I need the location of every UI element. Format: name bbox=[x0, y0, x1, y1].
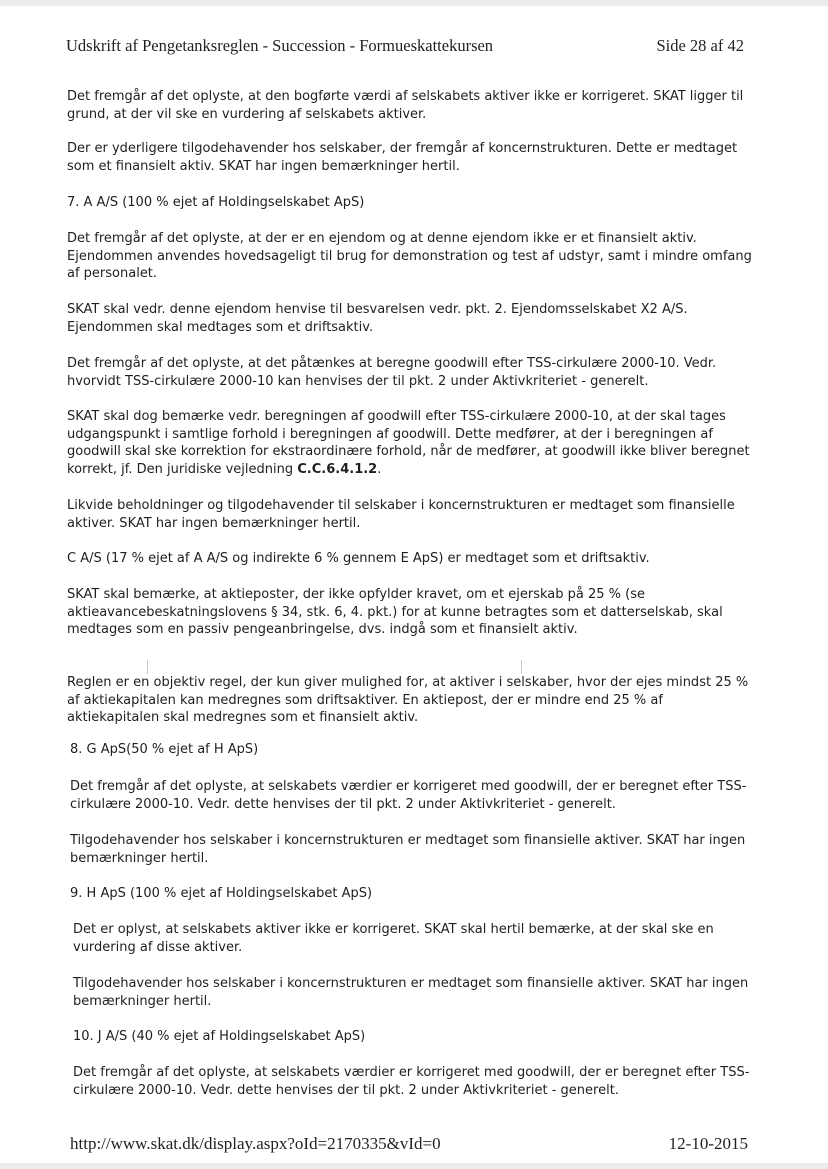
print-date: 12-10-2015 bbox=[668, 1134, 748, 1153]
section-heading: 10. J A/S (40 % ejet af Holdingselskabet ApS) bbox=[73, 1029, 366, 1044]
paragraph: Det er oplyst, at selskabets aktiver ikke er korrigeret. SKAT skal hertil bemærke, at der skal ske en vurdering af disse aktiver. bbox=[73, 922, 714, 955]
paragraph bbox=[67, 408, 757, 478]
section-heading: 9. H ApS (100 % ejet af Holdingselskabet ApS) bbox=[70, 886, 373, 901]
paragraph: Det fremgår af det oplyste, at der er en ejendom og at denne ejendom ikke er et finansielt aktiv. Ejendommen anvendes hovedsageligt til brug for demonstration og test af udstyr, samt i mindre omfang af personalet. bbox=[67, 231, 752, 282]
paragraph: C A/S (17 % ejet af A A/S og indirekte 6 % gennem E ApS) er medtaget som et driftsaktiv. bbox=[67, 551, 650, 566]
paragraph: Der er yderligere tilgodehavender hos selskaber, der fremgår af koncernstrukturen. Dette er medtaget som et finansielt aktiv. SKAT har ingen bemærkninger hertil. bbox=[67, 141, 738, 174]
paragraph: Det fremgår af det oplyste, at selskabets værdier er korrigeret med goodwill, der er beregnet efter TSS-cirkulære 2000-10. Vedr. dette henvises der til pkt. 2 under Aktivkriteriet - generelt. bbox=[73, 1065, 750, 1098]
reference-suffix: . bbox=[377, 461, 382, 477]
paragraph: Det fremgår af det oplyste, at selskabets værdier er korrigeret med goodwill, der er beregnet efter TSS-cirkulære 2000-10. Vedr. dette henvises der til pkt. 2 under Aktivkriteriet - generelt. bbox=[70, 779, 747, 812]
paragraph: Likvide beholdninger og tilgodehavender til selskaber i koncernstrukturen er medtaget som finansielle aktiver. SKAT har ingen bemærkninger hertil. bbox=[67, 498, 735, 531]
paragraph: Det fremgår af det oplyste, at den bogførte værdi af selskabets aktiver ikke er korrigeret. SKAT ligger til grund, at der vil ske en vurdering af selskabets aktiver. bbox=[67, 89, 744, 122]
paragraph: Det fremgår af det oplyste, at det påtænkes at beregne goodwill efter TSS-cirkulære 2000-10. Vedr. hvorvidt TSS-cirkulære 2000-10 kan henvises der til pkt. 2 under Aktivkriteriet - generelt. bbox=[67, 356, 717, 389]
legal-reference: C.C.6.4.1.2 bbox=[297, 461, 378, 477]
document-title: Udskrift af Pengetanksreglen - Succession - Formueskattekursen bbox=[66, 36, 494, 55]
paragraph: Tilgodehavender hos selskaber i koncernstrukturen er medtaget som finansielle aktiver. SKAT har ingen bemærkninger hertil. bbox=[70, 833, 746, 866]
section-heading: 7. A A/S (100 % ejet af Holdingselskabet ApS) bbox=[67, 195, 365, 210]
page-edge-bottom bbox=[0, 1163, 828, 1169]
paragraph: SKAT skal vedr. denne ejendom henvise til besvarelsen vedr. pkt. 2. Ejendomsselskabet X2 A/S. Ejendommen skal medtages som et driftsaktiv. bbox=[67, 302, 688, 335]
source-url: http://www.skat.dk/display.aspx?oId=2170335&vId=0 bbox=[70, 1134, 441, 1153]
section-heading: 8. G ApS(50 % ejet af H ApS) bbox=[70, 742, 259, 757]
page-number: Side 28 af 42 bbox=[656, 36, 744, 55]
paragraph-text: SKAT skal dog bemærke vedr. beregningen af goodwill efter TSS-cirkulære 2000-10, at der skal tages udgangspunkt i samtlige forhold i beregningen af goodwill. Dette medfører, at der i beregningen af goodwill skal ske korrektion for ekstraordinære forhold, når de medfører, at goodwill ikke bliver beregnet korrekt, jf. Den juridiske vejledning bbox=[67, 409, 750, 477]
paragraph: Reglen er en objektiv regel, der kun giver mulighed for, at aktiver i selskaber, hvor der ejes mindst 25 % af aktiekapitalen kan medregnes som driftsaktiver. En aktiepost, der er mindre end 25 % af aktiekapitalen skal medregnes som et finansielt aktiv. bbox=[67, 675, 749, 726]
paragraph: Tilgodehavender hos selskaber i koncernstrukturen er medtaget som finansielle aktiver. SKAT har ingen bemærkninger hertil. bbox=[73, 976, 749, 1009]
paragraph: SKAT skal bemærke, at aktieposter, der ikke opfylder kravet, om et ejerskab på 25 % (se aktieavancebeskatningslovens § 34, stk. 6, 4. pkt.) for at kunne betragtes som et datterselskab, skal medtages som en passiv pengeanbringelse, dvs. indgå som et finansielt aktiv. bbox=[67, 587, 723, 638]
scan-mark bbox=[147, 660, 148, 674]
scan-mark bbox=[521, 660, 522, 674]
